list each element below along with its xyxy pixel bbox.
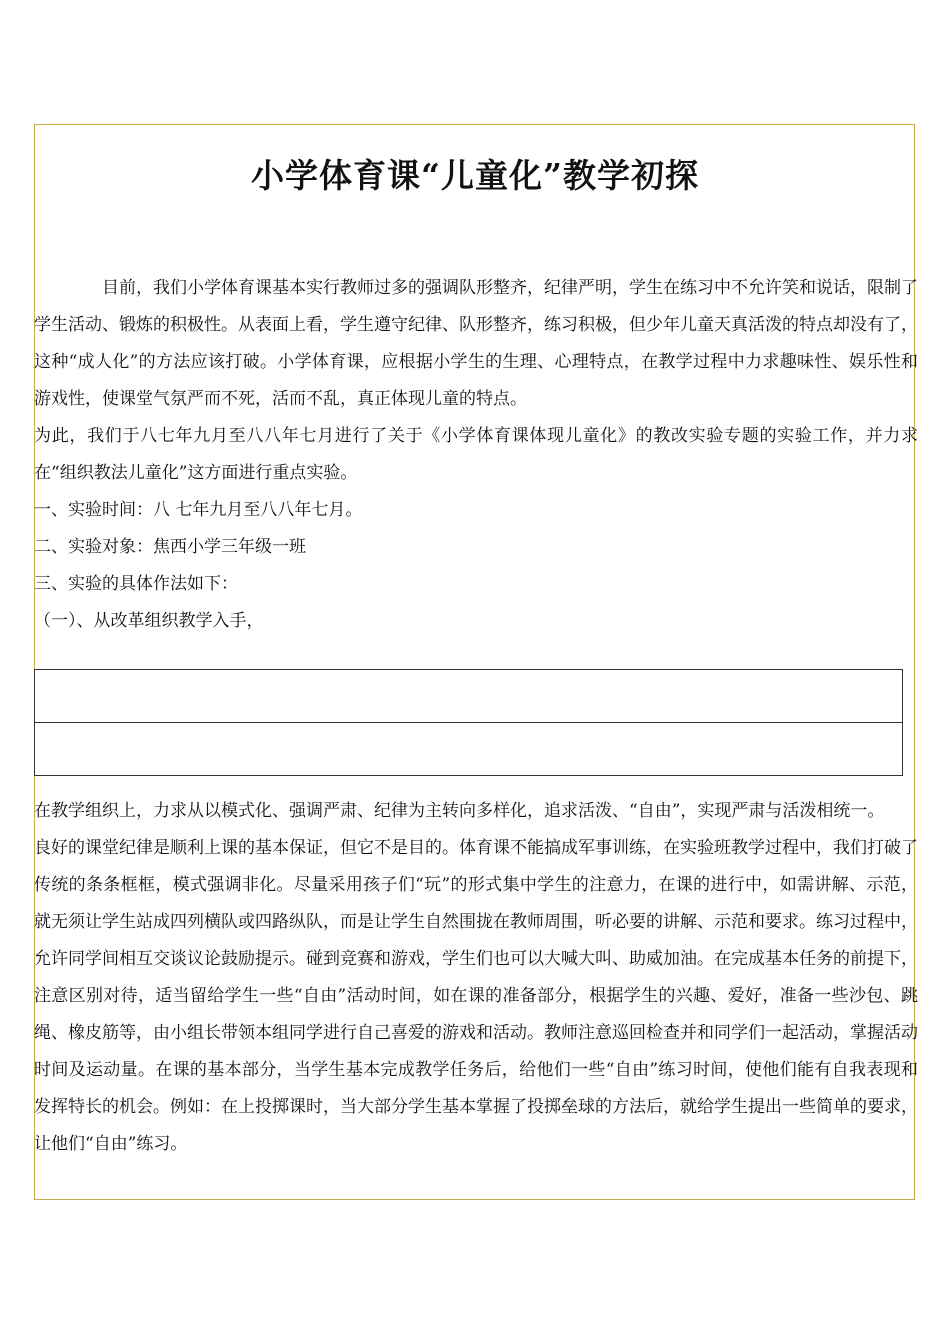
experiment-method-heading: 三、实验的具体作法如下：	[34, 574, 238, 594]
body-paragraph: 在教学组织上，力求从以模式化、强调严肃、纪律为主转向多样化，追求活泼、“自由”，实现严肃与活泼相统一。	[34, 801, 885, 821]
body-section	[34, 793, 918, 1163]
subsection-heading: （一）、从改革组织教学入手，	[34, 611, 264, 631]
experiment-time: 一、实验时间：八 七年九月至八八年七月。	[34, 500, 363, 520]
table-cell	[35, 723, 903, 776]
intro-paragraph: 为此，我们于八七年九月至八八年七月进行了关于《小学体育课体现儿童化》的教改实验专题的实验工作，并力求在“组织教法儿童化”这方面进行重点实验。	[34, 426, 918, 483]
table-row	[35, 670, 903, 723]
empty-table	[34, 669, 903, 776]
experiment-subject: 二、实验对象：焦西小学三年级一班	[34, 537, 306, 557]
table-cell	[35, 670, 903, 723]
table-row	[35, 723, 903, 776]
intro-paragraph: 目前，我们小学体育课基本实行教师过多的强调队形整齐，纪律严明，学生在练习中不允许笑和说话，限制了学生活动、锻炼的积极性。从表面上看，学生遵守纪律、队形整齐，练习积极，但少年儿童天真活泼的特点却没有了，这种“成人化”的方法应该打破。小学体育课，应根据小学生的生理、心理特点，在教学过程中力求趣味性、娱乐性和游戏性，使课堂气氛严而不死，活而不乱，真正体现儿童的特点。	[34, 278, 918, 409]
intro-section	[34, 270, 918, 640]
document-title: 小学体育课“儿童化”教学初探	[251, 156, 699, 195]
body-paragraph: 良好的课堂纪律是顺利上课的基本保证，但它不是目的。体育课不能搞成军事训练，在实验班教学过程中，我们打破了传统的条条框框，模式强调非化。尽量采用孩子们“玩”的形式集中学生的注意力，在课的进行中，如需讲解、示范，就无须让学生站成四列横队或四路纵队，而是让学生自然围拢在教师周围，听必要的讲解、示范和要求。练习过程中，允许同学间相互交谈议论鼓励提示。碰到竞赛和游戏，学生们也可以大喊大叫、助威加油。在完成基本任务的前提下，注意区别对待，适当留给学生一些“自由”活动时间，如在课的准备部分，根据学生的兴趣、爱好，准备一些沙包、跳绳、橡皮筋等，由小组长带领本组同学进行自己喜爱的游戏和活动。教师注意巡回检查并和同学们一起活动，掌握活动时间及运动量。在课的基本部分，当学生基本完成教学任务后，给他们一些“自由”练习时间，使他们能有自我表现和发挥特长的机会。例如：在上投掷课时，当大部分学生基本掌握了投掷垒球的方法后，就给学生提出一些简单的要求，让他们“自由”练习。	[34, 838, 918, 1154]
